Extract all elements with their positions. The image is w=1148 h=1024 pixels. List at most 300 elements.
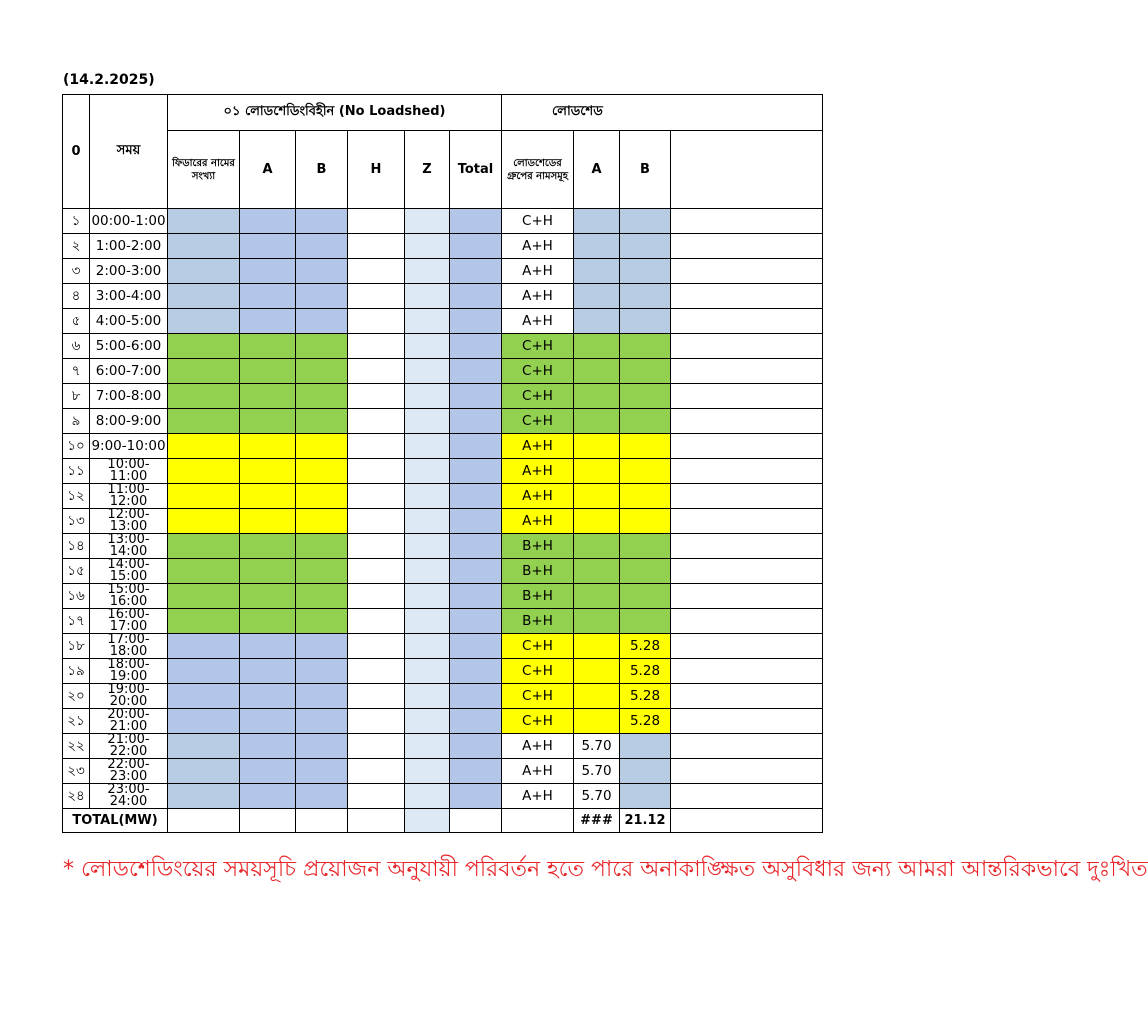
header-loadshed-col-b: B [620, 131, 671, 209]
row-time: 21:00-22:00 [90, 734, 168, 759]
cell-b [296, 309, 348, 334]
cell-total [450, 759, 502, 784]
cell-feeder [168, 509, 240, 534]
cell-b [296, 334, 348, 359]
cell-b [296, 609, 348, 634]
cell-loadshed-extra [671, 459, 823, 484]
cell-z [405, 334, 450, 359]
cell-loadshed-extra [671, 734, 823, 759]
row-serial: ১ [63, 209, 90, 234]
cell-total [450, 209, 502, 234]
cell-z [405, 434, 450, 459]
cell-loadshed-group: C+H [502, 409, 574, 434]
row-time: 20:00-21:00 [90, 709, 168, 734]
cell-loadshed-a [574, 609, 620, 634]
table-row [63, 334, 823, 359]
cell-z [405, 659, 450, 684]
cell-total [450, 384, 502, 409]
cell-a [240, 734, 296, 759]
row-time: 6:00-7:00 [90, 359, 168, 384]
total-a [240, 809, 296, 833]
cell-a [240, 709, 296, 734]
cell-h [348, 259, 405, 284]
cell-b [296, 509, 348, 534]
cell-loadshed-group: C+H [502, 709, 574, 734]
cell-z [405, 684, 450, 709]
cell-loadshed-extra [671, 634, 823, 659]
table-row [63, 784, 823, 809]
cell-h [348, 709, 405, 734]
cell-loadshed-group: A+H [502, 284, 574, 309]
cell-loadshed-extra [671, 559, 823, 584]
cell-loadshed-group: A+H [502, 459, 574, 484]
cell-loadshed-a: 5.70 [574, 784, 620, 809]
cell-h [348, 509, 405, 534]
cell-feeder [168, 534, 240, 559]
table-row [63, 709, 823, 734]
cell-loadshed-a [574, 209, 620, 234]
row-serial: ৩ [63, 259, 90, 284]
cell-z [405, 484, 450, 509]
cell-loadshed-a [574, 484, 620, 509]
cell-loadshed-a [574, 384, 620, 409]
cell-b [296, 259, 348, 284]
cell-z [405, 584, 450, 609]
table-row [63, 684, 823, 709]
table-row [63, 434, 823, 459]
cell-loadshed-b [620, 434, 671, 459]
table-row [63, 259, 823, 284]
table-row [63, 384, 823, 409]
cell-h [348, 384, 405, 409]
table-row [63, 534, 823, 559]
cell-a [240, 534, 296, 559]
table-row [63, 759, 823, 784]
cell-loadshed-b [620, 234, 671, 259]
cell-loadshed-group: A+H [502, 259, 574, 284]
cell-b [296, 484, 348, 509]
cell-loadshed-extra [671, 784, 823, 809]
cell-loadshed-a [574, 509, 620, 534]
cell-feeder [168, 334, 240, 359]
cell-b [296, 284, 348, 309]
cell-loadshed-extra [671, 359, 823, 384]
cell-h [348, 284, 405, 309]
table-row [63, 409, 823, 434]
cell-z [405, 309, 450, 334]
cell-z [405, 759, 450, 784]
cell-loadshed-b [620, 459, 671, 484]
cell-loadshed-group: C+H [502, 334, 574, 359]
cell-h [348, 634, 405, 659]
table-row [63, 734, 823, 759]
cell-b [296, 559, 348, 584]
cell-feeder [168, 734, 240, 759]
cell-feeder [168, 434, 240, 459]
cell-loadshed-extra [671, 534, 823, 559]
header-col-z: Z [405, 131, 450, 209]
cell-loadshed-a [574, 709, 620, 734]
cell-loadshed-b [620, 559, 671, 584]
cell-a [240, 309, 296, 334]
cell-loadshed-extra [671, 609, 823, 634]
row-serial: ১৫ [63, 559, 90, 584]
table-row [63, 509, 823, 534]
header-loadshed-col-extra [671, 131, 823, 209]
cell-h [348, 234, 405, 259]
cell-loadshed-b [620, 359, 671, 384]
cell-z [405, 609, 450, 634]
table-row [63, 634, 823, 659]
total-loadshed-extra [671, 809, 823, 833]
cell-loadshed-group: A+H [502, 434, 574, 459]
cell-feeder [168, 234, 240, 259]
row-time: 5:00-6:00 [90, 334, 168, 359]
row-time: 10:00-11:00 [90, 459, 168, 484]
cell-h [348, 409, 405, 434]
cell-a [240, 484, 296, 509]
cell-a [240, 334, 296, 359]
cell-h [348, 459, 405, 484]
cell-total [450, 634, 502, 659]
cell-h [348, 759, 405, 784]
table-row [63, 234, 823, 259]
header-col-h: H [348, 131, 405, 209]
cell-total [450, 609, 502, 634]
header-feeder-count: ফিডারের নামের সংখ্যা [168, 131, 240, 209]
cell-loadshed-a [574, 284, 620, 309]
cell-h [348, 584, 405, 609]
cell-loadshed-group: B+H [502, 609, 574, 634]
cell-loadshed-group: A+H [502, 734, 574, 759]
header-col-a: A [240, 131, 296, 209]
cell-feeder [168, 259, 240, 284]
cell-feeder [168, 609, 240, 634]
row-serial: ৮ [63, 384, 90, 409]
cell-h [348, 534, 405, 559]
cell-a [240, 459, 296, 484]
cell-total [450, 534, 502, 559]
row-serial: ১২ [63, 484, 90, 509]
row-time: 3:00-4:00 [90, 284, 168, 309]
total-b [296, 809, 348, 833]
cell-feeder [168, 459, 240, 484]
row-time: 00:00-1:00 [90, 209, 168, 234]
cell-b [296, 734, 348, 759]
cell-loadshed-b: 5.28 [620, 684, 671, 709]
total-loadshed-a: ### [574, 809, 620, 833]
cell-loadshed-group: A+H [502, 234, 574, 259]
cell-loadshed-group: C+H [502, 209, 574, 234]
cell-loadshed-group: B+H [502, 559, 574, 584]
cell-a [240, 234, 296, 259]
cell-loadshed-extra [671, 309, 823, 334]
cell-feeder [168, 759, 240, 784]
cell-loadshed-b [620, 309, 671, 334]
row-serial: ১১ [63, 459, 90, 484]
cell-loadshed-extra [671, 709, 823, 734]
cell-total [450, 734, 502, 759]
row-time: 1:00-2:00 [90, 234, 168, 259]
cell-loadshed-extra [671, 434, 823, 459]
cell-a [240, 559, 296, 584]
cell-z [405, 384, 450, 409]
cell-z [405, 534, 450, 559]
cell-z [405, 784, 450, 809]
row-time: 11:00-12:00 [90, 484, 168, 509]
cell-loadshed-group: C+H [502, 359, 574, 384]
cell-loadshed-b [620, 584, 671, 609]
cell-a [240, 409, 296, 434]
cell-z [405, 559, 450, 584]
row-time: 19:00-20:00 [90, 684, 168, 709]
cell-loadshed-extra [671, 759, 823, 784]
cell-z [405, 734, 450, 759]
cell-total [450, 484, 502, 509]
cell-loadshed-a [574, 684, 620, 709]
cell-h [348, 609, 405, 634]
row-serial: ১৭ [63, 609, 90, 634]
footnote: * লোডশেডিংয়ের সময়সূচি প্রয়োজন অনুযায়ী পরিবর্তন হতে পারে অনাকাঙ্ক্ষিত অসুবিধার জন্য আমরা আন্তরিকভাবে দুঃখিত [63, 857, 1148, 882]
cell-total [450, 284, 502, 309]
cell-loadshed-extra [671, 484, 823, 509]
cell-loadshed-a [574, 559, 620, 584]
cell-h [348, 559, 405, 584]
cell-loadshed-a [574, 584, 620, 609]
row-serial: ১৬ [63, 584, 90, 609]
table-row [63, 309, 823, 334]
row-serial: ১০ [63, 434, 90, 459]
cell-feeder [168, 709, 240, 734]
cell-loadshed-b [620, 334, 671, 359]
row-serial: ২৩ [63, 759, 90, 784]
cell-z [405, 459, 450, 484]
cell-loadshed-a [574, 459, 620, 484]
row-serial: ৪ [63, 284, 90, 309]
cell-h [348, 359, 405, 384]
row-time: 2:00-3:00 [90, 259, 168, 284]
cell-a [240, 784, 296, 809]
schedule-date: (14.2.2025) [63, 72, 155, 88]
cell-feeder [168, 209, 240, 234]
cell-loadshed-group: C+H [502, 634, 574, 659]
row-time: 15:00-16:00 [90, 584, 168, 609]
cell-a [240, 359, 296, 384]
cell-z [405, 284, 450, 309]
row-serial: ২৪ [63, 784, 90, 809]
cell-a [240, 634, 296, 659]
total-label: TOTAL(MW) [63, 809, 168, 833]
cell-feeder [168, 384, 240, 409]
loadshed-table-container [62, 94, 670, 839]
cell-feeder [168, 784, 240, 809]
cell-loadshed-b [620, 284, 671, 309]
cell-a [240, 284, 296, 309]
cell-a [240, 259, 296, 284]
total-h [348, 809, 405, 833]
cell-z [405, 634, 450, 659]
cell-a [240, 209, 296, 234]
cell-loadshed-extra [671, 584, 823, 609]
cell-z [405, 409, 450, 434]
cell-loadshed-a [574, 434, 620, 459]
cell-feeder [168, 559, 240, 584]
loadshed-schedule-table [62, 94, 823, 833]
cell-loadshed-b [620, 784, 671, 809]
header-serial: 0 [63, 95, 90, 209]
cell-loadshed-extra [671, 509, 823, 534]
cell-loadshed-a [574, 309, 620, 334]
cell-a [240, 384, 296, 409]
cell-b [296, 684, 348, 709]
cell-h [348, 484, 405, 509]
header-loadshed-groups: লোডশেডের গ্রুপের নামসমূহ [502, 131, 574, 209]
row-time: 13:00-14:00 [90, 534, 168, 559]
row-time: 7:00-8:00 [90, 384, 168, 409]
cell-z [405, 359, 450, 384]
cell-loadshed-extra [671, 259, 823, 284]
cell-loadshed-extra [671, 334, 823, 359]
cell-total [450, 434, 502, 459]
cell-loadshed-group: C+H [502, 684, 574, 709]
cell-b [296, 634, 348, 659]
table-row [63, 559, 823, 584]
row-time: 22:00-23:00 [90, 759, 168, 784]
row-serial: ১৮ [63, 634, 90, 659]
cell-a [240, 584, 296, 609]
cell-z [405, 509, 450, 534]
cell-loadshed-a [574, 409, 620, 434]
header-col-b: B [296, 131, 348, 209]
cell-a [240, 684, 296, 709]
cell-feeder [168, 359, 240, 384]
cell-feeder [168, 634, 240, 659]
cell-b [296, 759, 348, 784]
row-time: 16:00-17:00 [90, 609, 168, 634]
cell-loadshed-extra [671, 384, 823, 409]
cell-loadshed-a [574, 659, 620, 684]
cell-loadshed-extra [671, 684, 823, 709]
cell-total [450, 259, 502, 284]
cell-loadshed-group: A+H [502, 784, 574, 809]
cell-feeder [168, 284, 240, 309]
cell-total [450, 459, 502, 484]
cell-loadshed-extra [671, 659, 823, 684]
total-loadshed-group [502, 809, 574, 833]
table-row [63, 659, 823, 684]
cell-loadshed-a [574, 259, 620, 284]
table-row [63, 459, 823, 484]
cell-loadshed-group: C+H [502, 384, 574, 409]
cell-a [240, 759, 296, 784]
cell-total [450, 359, 502, 384]
row-time: 23:00-24:00 [90, 784, 168, 809]
cell-loadshed-extra [671, 209, 823, 234]
cell-b [296, 584, 348, 609]
cell-b [296, 434, 348, 459]
cell-loadshed-b: 5.28 [620, 659, 671, 684]
header-loadshed-col-a: A [574, 131, 620, 209]
table-row [63, 209, 823, 234]
row-time: 9:00-10:00 [90, 434, 168, 459]
table-row [63, 584, 823, 609]
cell-total [450, 334, 502, 359]
header-time: সময় [90, 95, 168, 209]
cell-h [348, 684, 405, 709]
cell-h [348, 209, 405, 234]
cell-loadshed-b [620, 259, 671, 284]
cell-z [405, 709, 450, 734]
cell-loadshed-group: A+H [502, 509, 574, 534]
cell-total [450, 659, 502, 684]
cell-h [348, 734, 405, 759]
row-time: 12:00-13:00 [90, 509, 168, 534]
cell-b [296, 384, 348, 409]
cell-h [348, 784, 405, 809]
cell-b [296, 209, 348, 234]
header-group-no-loadshed: ০১ লোডশেডিংবিহীন (No Loadshed) [168, 95, 502, 131]
table-row [63, 284, 823, 309]
cell-h [348, 434, 405, 459]
cell-total [450, 684, 502, 709]
row-serial: ১৩ [63, 509, 90, 534]
cell-feeder [168, 659, 240, 684]
cell-h [348, 334, 405, 359]
cell-loadshed-b: 5.28 [620, 634, 671, 659]
cell-a [240, 609, 296, 634]
cell-total [450, 559, 502, 584]
cell-loadshed-b [620, 609, 671, 634]
cell-h [348, 309, 405, 334]
row-serial: ৯ [63, 409, 90, 434]
table-row [63, 484, 823, 509]
cell-b [296, 409, 348, 434]
table-row [63, 609, 823, 634]
cell-total [450, 509, 502, 534]
row-serial: ২ [63, 234, 90, 259]
cell-loadshed-group: A+H [502, 484, 574, 509]
cell-z [405, 234, 450, 259]
cell-loadshed-extra [671, 234, 823, 259]
cell-loadshed-group: B+H [502, 584, 574, 609]
header-group-loadshed: লোডশেড [502, 95, 823, 131]
cell-total [450, 584, 502, 609]
row-serial: ১৪ [63, 534, 90, 559]
cell-feeder [168, 584, 240, 609]
cell-loadshed-b [620, 409, 671, 434]
total-loadshed-b: 21.12 [620, 809, 671, 833]
cell-z [405, 209, 450, 234]
cell-total [450, 309, 502, 334]
cell-loadshed-b [620, 534, 671, 559]
cell-loadshed-a [574, 359, 620, 384]
cell-loadshed-a: 5.70 [574, 734, 620, 759]
cell-loadshed-group: A+H [502, 309, 574, 334]
row-serial: ৫ [63, 309, 90, 334]
table-row [63, 359, 823, 384]
cell-loadshed-b [620, 509, 671, 534]
total-total [450, 809, 502, 833]
cell-b [296, 784, 348, 809]
total-feeder [168, 809, 240, 833]
cell-loadshed-b [620, 759, 671, 784]
cell-loadshed-extra [671, 284, 823, 309]
row-time: 4:00-5:00 [90, 309, 168, 334]
cell-a [240, 434, 296, 459]
row-time: 14:00-15:00 [90, 559, 168, 584]
total-z [405, 809, 450, 833]
cell-loadshed-a [574, 234, 620, 259]
